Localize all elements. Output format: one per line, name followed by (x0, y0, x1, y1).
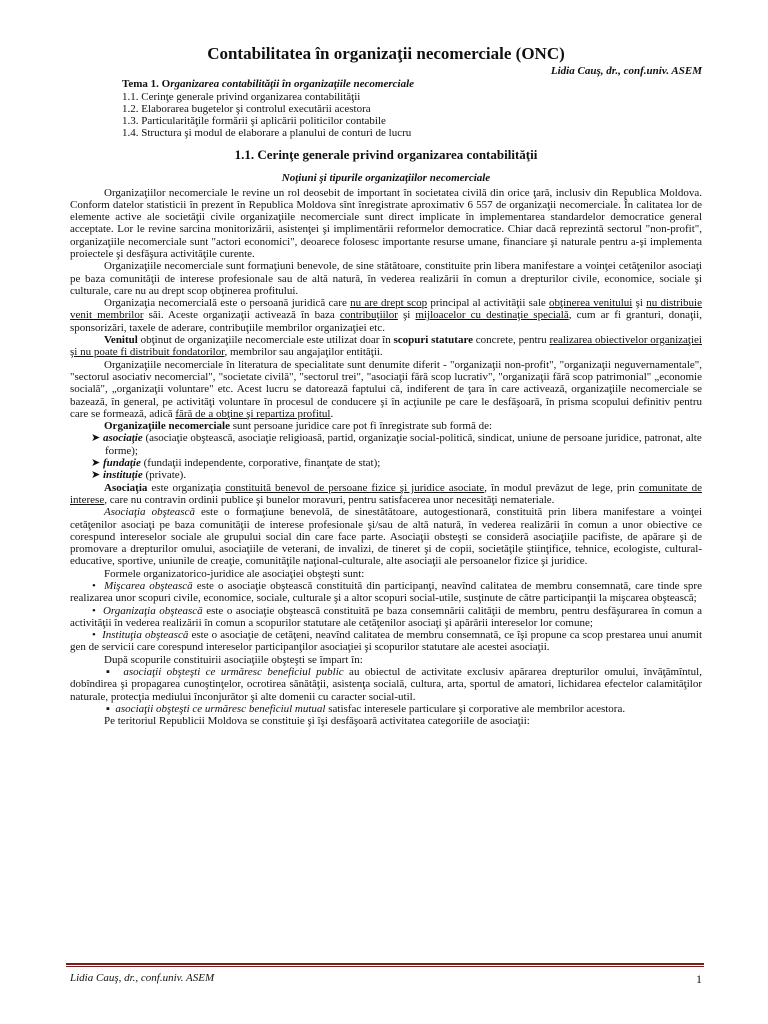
square-bullet-icon: ▪ (106, 666, 124, 679)
list-item: ➤ fundaţie (fundaţii independente, corporative, finanţate de stat); (91, 457, 381, 470)
bullet-icon: • (92, 580, 105, 592)
list-item: ▪ asociaţii obşteşti ce urmăresc beneficiul public au obiectul de activitate exclusiv apărarea drepturilor omului, învăţămîntul, dobîndirea şi propagarea cunoştinţelor, ocrotirea sănătăţii, asistenţa socială, cultura, arta, sportul de amatori, lichidarea efectelor calamităţilor naturale, protecţia mediului înconjurător şi alte domenii cu caracter social-util. (70, 666, 702, 703)
paragraph: Organizaţiile necomerciale sunt formaţiuni benevole, de sine stătătoare, constituite prin libera manifestare a voinţei cetăţenilor asociaţi pe baza comunităţii de interese profesionale sau de altă natură, în vederea realizării în comun a drepturilor civile, economice, sociale şi culturale, care nu au drept scop obţinerea profitului. (70, 260, 702, 297)
paragraph: Organizaţiile necomerciale în literatura de specialitate sunt denumite diferit - "organizaţii non-profit", "organizaţii neguvernamentale", "sectorul asociativ necomercial", "societate civilă", "sectorul trei", "asociaţii fără scop lucrativ", "organizaţii fără scop patrimonial" „economie socială", „organizaţii voluntare" etc. Acest lucru se datorează faptului că, indiferent de ţara în care activează, organizaţiile necomerciale se bazează, în general, pe activităţi voluntare în procesul de conducere şi în acţiunile pe care le desfăşoară, în prisma scopului definitiv pentru care se formează, adică fără de a obţine şi repartiza profitul. (70, 358, 702, 420)
arrow-bullet-icon: ➤ (91, 432, 103, 445)
paragraph: Organizaţiilor necomerciale le revine un rol deosebit de important în societatea civilă din orice ţară, inclusiv din Republica Moldova. Conform datelor statisticii în prezent în Republica Moldova sînt înregistrate aproximativ 6 557 de organizaţii necomerciale. În calitatea lor de elemente active ale societăţii civile organizaţiile necomerciale sunt direct implicate în implementarea standardelor democratice general acceptate. Lor le revine sarcina monitorizării, asistenţei şi implimentării reformelor democratice. Chiar dacă reprezintă sectorul "non-profit", organizaţiile necomerciale sunt "actori economici", deoarece folosesc importante resurse umane, financiare şi naturale pentru a-şi implementa proiectele şi desfăşura activităţile curente. (70, 186, 702, 260)
page-number: 1 (696, 972, 702, 986)
arrow-bullet-icon: ➤ (91, 469, 103, 482)
arrow-bullet-icon: ➤ (91, 457, 103, 470)
bullet-icon: • (92, 629, 103, 642)
document-page (70, 44, 702, 728)
document-title: Contabilitatea în organizaţii necomerciale (ONC) (207, 44, 565, 63)
author-line: Lidia Cauş, dr., conf.univ. ASEM (550, 65, 702, 77)
footer-author: Lidia Cauş, dr., conf.univ. ASEM (70, 972, 215, 984)
list-item: ▪ asociaţii obşteşti ce urmăresc beneficiul mutual satisfac interesele particulare şi corporative ale membrilor acestora. (106, 702, 626, 715)
toc-item: 1.3. Particularităţile formării şi aplicării politicilor contabile (122, 114, 386, 127)
paragraph: Organizaţia necomercială este o persoană juridică care nu are drept scop principal al activităţii sale obţinerea venitului şi nu distribuie venit membrilor săi. Aceste organizaţii activează în baza contribuţiilor şi mijloacelor cu destinaţie specială, cum ar fi granturi, donaţii, sponsorizări, taxele de aderare, contribuţiile membrilor organizaţiei etc. (70, 297, 702, 334)
list-item: • Mişcarea obştească este o asociaţie obştească constituită din participanţi, neavînd calitatea de membru consemnată, care tinde spre realizarea unor scopuri civile, economice, sociale, culturale şi a altor scopuri social-utile, susţinute de către participanţii la mişcarea obştească; (70, 580, 702, 605)
list-item: ➤ instituţie (private). (91, 469, 187, 482)
paragraph: Venitul obţinut de organizaţiile necomerciale este utilizat doar în scopuri statutare concrete, pentru realizarea obiectivelor organizaţiei şi nu poate fi distribuit fondatorilor, membrilor sau angajaţilor entităţii. (70, 334, 702, 359)
list-item: ➤ asociaţie (asociaţie obştească, asociaţie religioasă, partid, organizaţie social-politică, sindicat, uniune de persoane juridice, patronat, alte forme); (91, 432, 702, 457)
paragraph: Asociaţia obştească este o formaţiune benevolă, de sinestătătoare, autogestionară, constituită prin libera manifestare a voinţei cetăţenilor asociaţi pe baza comunităţii de interese profesionale şi/sau de altă natură, în vederea realizării în comun a unor obiective ce corespund intereselor sociale ale grupului social din care face parte. Asociaţii obsteşti se consideră asociaţiile pacifiste, de apărare şi de promovare a drepturilor omului, asociaţiile de veterani, de invalizi, de tineret şi de copii, societăţile ştiinţifice, tehnice, ecologiste, cultural-educative, sportive, uniunile de creaţie, comunităţile naţional-culturale, alte asociaţii ale persoanelor fizice şi juridice. (70, 506, 702, 568)
paragraph: Pe teritoriul Republicii Moldova se constituie şi îşi desfăşoară activitatea categoriile de asociaţii: (104, 715, 530, 728)
footer-divider (66, 963, 704, 965)
tema-heading: Tema 1. Organizarea contabilităţii în organizaţiile necomerciale (122, 78, 415, 90)
paragraph: Formele organizatorico-juridice ale asociaţiei obşteşti sunt: (104, 567, 365, 580)
paragraph: După scopurile constituirii asociaţiile obşteşti se împart în: (104, 653, 363, 666)
toc-item: 1.2. Elaborarea bugetelor şi controlul executării acestora (122, 102, 371, 115)
footer-divider (66, 966, 704, 967)
list-item: • Organizaţia obştească este o asociaţie obştească constituită pe baza consemnării calităţii de membru, pentru desfăşurarea în comun a activităţii în vederea realizării în comun a scopurilor statutare ale cetăţenilor asociaţi şi apărării intereselor lor comune; (70, 604, 702, 629)
square-bullet-icon: ▪ (106, 702, 116, 715)
subsection-title: Noţiuni şi tipurile organizaţiilor necomerciale (281, 171, 491, 184)
toc-item: 1.4. Structura şi modul de elaborare a planului de conturi de lucru (122, 126, 412, 139)
paragraph: Asociaţia este organizaţia constituită benevol de persoane fizice şi juridice asociate, în modul prevăzut de lege, prin comunitate de interese, care nu contravin ordinii publice şi bunelor moravuri, pentru satisfacerea unor necesităţi nemateriale. (70, 481, 702, 506)
toc-item: 1.1. Cerinţe generale privind organizarea contabilităţii (122, 90, 361, 103)
tema-block (122, 78, 702, 139)
bullet-icon: • (92, 604, 103, 617)
section-title: 1.1. Cerinţe generale privind organizarea contabilităţii (234, 146, 538, 162)
list-item: • Instituţia obştească este o asociaţie de cetăţeni, neavînd calitatea de membru consemnată, ce îşi propune ca scop prestarea unui anumit gen de servicii care corespund intereselor participanţilor asociaţiei şi scopurilor statutare ale acestei asociaţii. (70, 629, 702, 654)
paragraph: Organizaţiile necomerciale sunt persoane juridice care pot fi înregistrate sub formă de: (104, 420, 493, 433)
